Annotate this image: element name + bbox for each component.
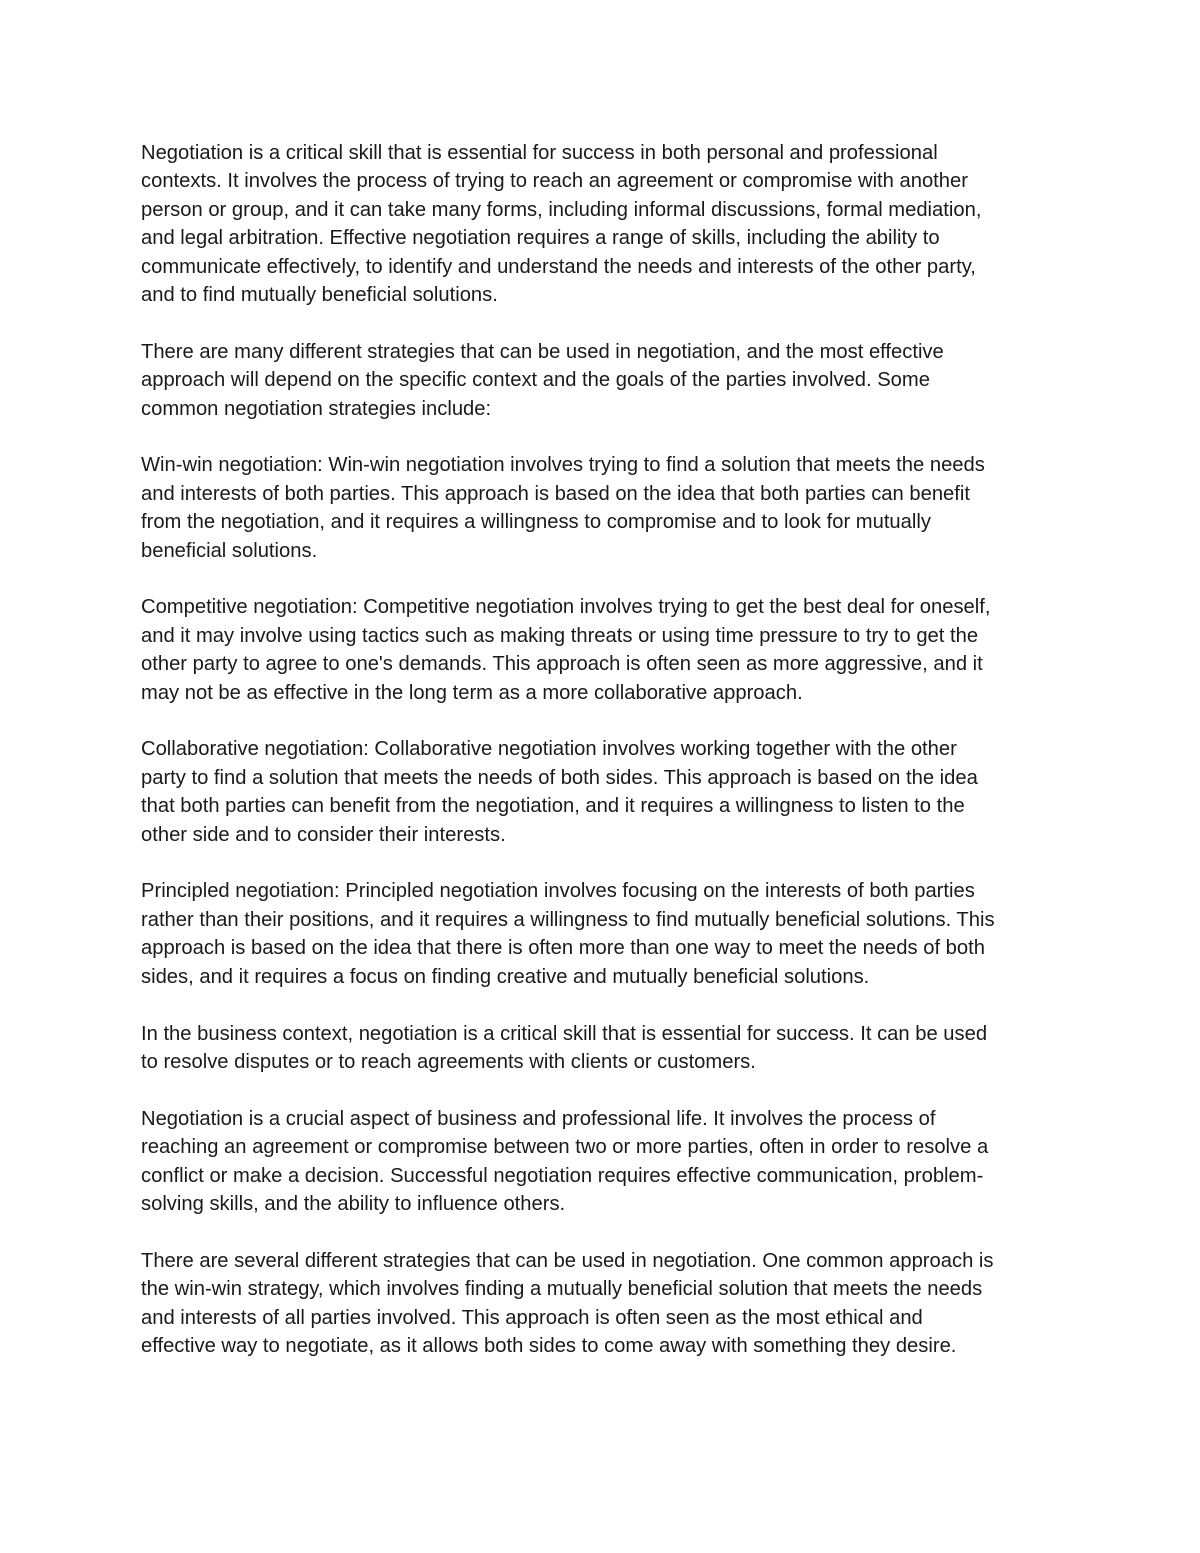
text-line: communicate effectively, to identify and understand the needs and interests of the other party, (141, 255, 976, 278)
paragraph-collaborative (141, 735, 1066, 849)
text-line: from the negotiation, and it requires a willingness to compromise and to look for mutually (141, 511, 931, 534)
text-line: other side and to consider their interests. (141, 823, 506, 846)
text-line: rather than their positions, and it requires a willingness to find mutually beneficial solutions. This (141, 908, 995, 931)
text-line: sides, and it requires a focus on finding creative and mutually beneficial solutions. (141, 965, 870, 988)
text-line: Win-win negotiation: Win-win negotiation involves trying to find a solution that meets the needs (141, 454, 985, 477)
text-line: common negotiation strategies include: (141, 397, 492, 420)
text-line: may not be as effective in the long term as a more collaborative approach. (141, 681, 803, 704)
text-line: and it may involve using tactics such as making threats or using time pressure to try to get the (141, 624, 979, 647)
paragraph-win-win (141, 451, 1066, 565)
text-line: Collaborative negotiation: Collaborative negotiation involves working together with the other (141, 738, 957, 761)
text-line: beneficial solutions. (141, 539, 318, 562)
text-line: and interests of all parties involved. This approach is often seen as the most ethical and (141, 1306, 923, 1329)
text-line: solving skills, and the ability to influence others. (141, 1192, 566, 1215)
text-line: and to find mutually beneficial solutions. (141, 284, 498, 307)
text-line: approach is based on the idea that there is often more than one way to meet the needs of both (141, 937, 985, 960)
text-line: party to find a solution that meets the needs of both sides. This approach is based on the idea (141, 766, 978, 789)
text-line: Principled negotiation: Principled negotiation involves focusing on the interests of both parties (141, 880, 975, 903)
text-line: Competitive negotiation: Competitive negotiation involves trying to get the best deal for oneself, (141, 596, 991, 619)
text-line: contexts. It involves the process of trying to reach an agreement or compromise with another (141, 170, 968, 193)
text-line: reaching an agreement or compromise between two or more parties, often in order to resolve a (141, 1136, 989, 1159)
paragraph-crucial-aspect (141, 1105, 1066, 1219)
text-line: and interests of both parties. This approach is based on the idea that both parties can benefit (141, 482, 970, 505)
text-line: There are many different strategies that can be used in negotiation, and the most effective (141, 340, 944, 363)
paragraph-intro (141, 139, 1066, 309)
text-line: approach will depend on the specific context and the goals of the parties involved. Some (141, 369, 930, 392)
text-line: the win-win strategy, which involves finding a mutually beneficial solution that meets the needs (141, 1278, 983, 1301)
paragraph-competitive (141, 593, 1066, 707)
paragraph-business-context (141, 1020, 1066, 1077)
text-line: other party to agree to one's demands. This approach is often seen as more aggressive, and it (141, 653, 983, 676)
text-line: person or group, and it can take many forms, including informal discussions, formal mediation, (141, 198, 982, 221)
text-line: Negotiation is a critical skill that is essential for success in both personal and professional (141, 142, 938, 164)
paragraph-strategies-intro (141, 338, 1066, 423)
text-line: There are several different strategies that can be used in negotiation. One common approach is (141, 1249, 994, 1272)
text-line: to resolve disputes or to reach agreements with clients or customers. (141, 1050, 756, 1073)
text-line: Negotiation is a crucial aspect of business and professional life. It involves the process of (141, 1107, 936, 1130)
text-line: and legal arbitration. Effective negotiation requires a range of skills, including the ability to (141, 227, 940, 250)
text-line: conflict or make a decision. Successful negotiation requires effective communication, problem- (141, 1164, 984, 1187)
text-line: that both parties can benefit from the negotiation, and it requires a willingness to listen to the (141, 795, 965, 818)
text-line: In the business context, negotiation is a critical skill that is essential for success. It can be used (141, 1022, 988, 1045)
text-line: effective way to negotiate, as it allows both sides to come away with something they desire. (141, 1334, 957, 1357)
paragraph-several-strategies (141, 1247, 1066, 1361)
paragraph-principled (141, 877, 1066, 991)
document-body (141, 139, 1066, 1389)
